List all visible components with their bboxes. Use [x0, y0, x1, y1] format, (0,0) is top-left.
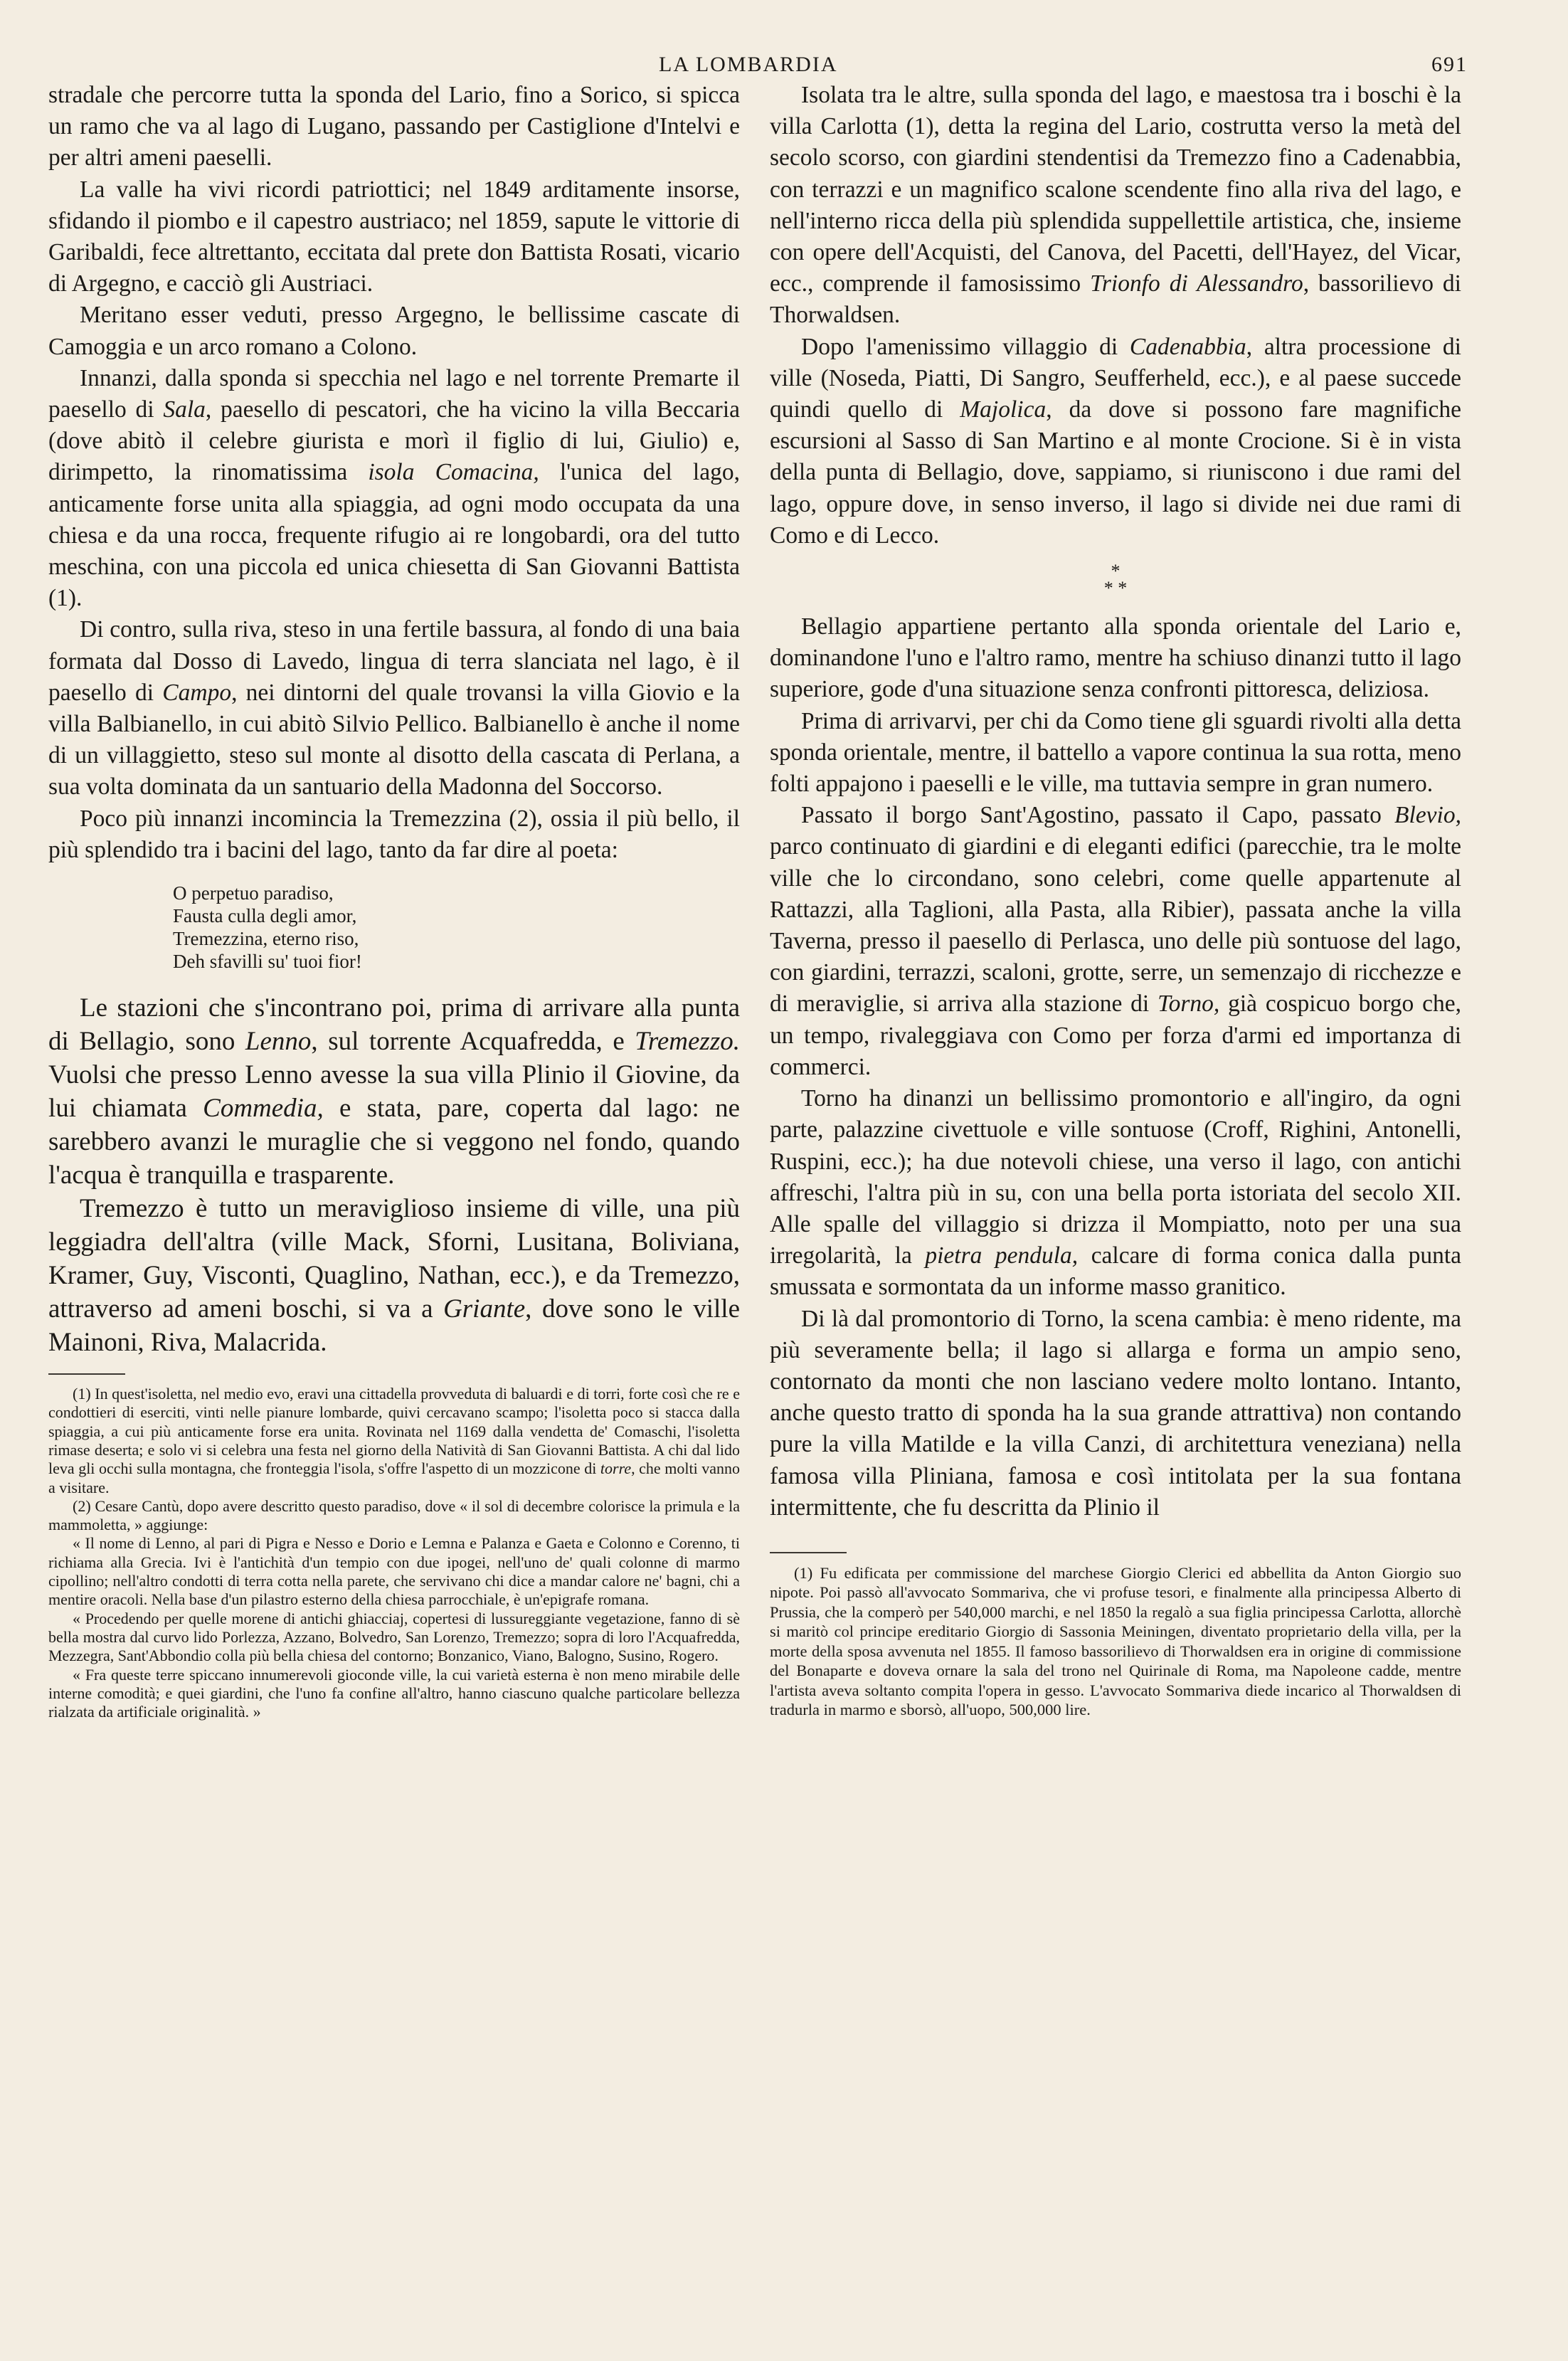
poem-line: O perpetuo paradiso, — [173, 882, 334, 904]
paragraph: Poco più innanzi incomincia la Tremezzina (2), ossia il più bello, il più splendido tra i bacini del lago, tanto da far dire al poeta: — [48, 805, 740, 863]
footnote-quote: « Fra queste terre spiccano innumerevoli gioconde ville, la cui varietà esterna è non meno mirabile delle interne comodità; e quei giardini, che l'uno fa confine all'altro, hanno ciascuno qualche particolare bellezza rialzata da artificiale originalità. » — [48, 1665, 740, 1721]
paragraph: Innanzi, dalla sponda si specchia nel lago e nel torrente Premarte il paesello di Sala, paesello di pescatori, che ha vicino la villa Beccaria (dove abitò il celebre giurista e morì il figlio di lui, Giulio) e, dirimpetto, la rinomatissima isola Comacina, l'unica del lago, anticamente forse unita alla spiaggia, ad ogni modo occupata da una chiesa e da una rocca, frequente rifugio ai re longobardi, ora del tutto meschina, con una piccola ed unica chiesetta di San Giovanni Battista (1). — [48, 364, 740, 612]
paragraph: Dopo l'amenissimo villaggio di Cadenabbia, altra processione di ville (Noseda, Piatti, Di Sangro, Seufferheld, ecc.), e al paese succede quindi quello di Majolica, da dove si possono fare magnifiche escursioni al Sasso di San Martino e al monte Crocione. Si è in vista della punta di Bellagio, dove, sappiamo, si riuniscono i due rami del lago, oppure dove, in senso inverso, il lago si divide nei due rami di Como e di Lecco. — [770, 333, 1461, 549]
section-asterism: * * * — [1103, 561, 1128, 599]
place-name: Tremezzo. — [635, 1027, 740, 1057]
footnote-rule — [48, 1373, 125, 1375]
footnote-quote: « Procedendo per quelle morene di antichi ghiacciaj, copertesi di lussureggiante vegetazione, fanno di sè bella mostra dal curvo lido Porlezza, Azzano, Bolvedro, San Lorenzo, Tremezzo; sopra di loro l'Acquafredda, Mezzegra, Sant'Abbondio colla più bella chiesa del contorno; Bonzanico, Viano, Balogno, Susino, Rogero. — [48, 1609, 740, 1665]
paragraph: Prima di arrivarvi, per chi da Como tiene gli sguardi rivolti alla detta sponda orientale, mentre, il battello a vapore continua la sua rotta, meno folti appajono i paeselli e le ville, ma tuttavia sempre in gran numero. — [770, 707, 1461, 798]
paragraph: Di là dal promontorio di Torno, la scena cambia: è meno ridente, ma più severamente bella; il lago si allarga e forma un ampio seno, contornato da monti che non lasciano vedere molto lontano. Intanto, anche questo tratto di sponda ha la sua grande attrattiva) non contando pure la villa Matilde e la villa Canzi, di architettura veneziana) nella famosa villa Pliniana, famosa e così intitolata per la sua fontana intermittente, che fu descritta da Plinio il — [770, 1305, 1461, 1521]
paragraph: Le stazioni che s'incontrano poi, prima di arrivare alla punta di Bellagio, sono Lenno, sul torrente Acquafredda, e Tremezzo. Vuolsi che presso Lenno avesse la sua villa Plinio il Giovine, da lui chiamata Commedia, e stata, pare, coperta dal lago: ne sarebbero avanzi le muraglie che si veggono nel fondo, quando l'acqua è tranquilla e trasparente. — [48, 993, 740, 1190]
paragraph: Bellagio appartiene pertanto alla sponda orientale del Lario e, dominandone l'uno e l'altro ramo, mentre ha schiuso dinanzi tutto il lago superiore, gode d'una situazione senza confronti pittoresca, deliziosa. — [770, 613, 1461, 703]
running-title: LA LOMBARDIA — [659, 53, 838, 76]
paragraph: Torno ha dinanzi un bellissimo promontorio e all'ingiro, da ogni parte, palazzine civettuole e ville sontuose (Croff, Righini, Antonelli, Ruspini, ecc.); ha due notevoli chiese, una verso il lago, con antichi affreschi, l'altra più in su, con una bella porta istoriata del secolo XII. Alle spalle del villaggio si drizza il Mompiatto, noto per una sua irregolarità, la pietra pendula, calcare di forma conica dalla punta smussata e sormontata da un informe masso granitico. — [770, 1085, 1461, 1301]
place-name: Majolica — [960, 396, 1047, 423]
left-column — [48, 80, 740, 1721]
paragraph: Di contro, sulla riva, steso in una fertile bassura, al fondo di una baia formata dal Dosso di Lavedo, lingua di terra slanciata nel lago, è il paesello di Campo, nei dintorni del quale trovansi la villa Giovio e la villa Balbianello, in cui abitò Silvio Pellico. Balbianello è anche il nome di un villaggietto, steso sul monte al disotto della cascata di Perlana, a sua volta dominata da un santuario della Madonna del Soccorso. — [48, 616, 740, 801]
poem-line: Fausta culla degli amor, — [173, 905, 357, 927]
place-name: Commedia, — [203, 1094, 324, 1124]
footnote: (1) In quest'isoletta, nel medio evo, eravi una cittadella provveduta di baluardi e di torri, forte così che re e condottieri di eserciti, vinti nelle pianure lombarde, quivi cercavano scampo; l'isoletta poco si stacca dalla spiaggia, a cui più anticamente forse era unita. Rovinata nel 1169 dalla vendetta de' Comaschi, l'isoletta rimase deserta; e solo vi si celebra una festa nel giorno della Natività di San Giovanni Battista. A chi dal lido leva gli occhi sulla montagna, che fronteggia l'isola, s'offre l'aspetto di un mozzicone di torre, che molti vanno a visitare. — [48, 1385, 740, 1496]
footnote: (1) Fu edificata per commissione del marchese Giorgio Clerici ed abbellita da Anton Giorgio suo nipote. Poi passò all'avvocato Sommariva, che vi profuse tesori, e finalmente alla principessa Alberto di Prussia, che la comperò per 540,000 marchi, e nel 1850 la regalò a sua figlia principessa Carlotta, allorchè si maritò col principe ereditario Giorgio di Sassonia Meiningen, diventato proprietario della villa, per la morte della sposa avvenuta nel 1855. Il famoso bassorilievo di Thorwaldsen era in origine di commissione del Bonaparte e doveva ornare la sala del trono nel Quirinale di Roma, ma Napoleone cadde, mentre l'artista aveva soltanto compita l'opera in gesso. L'avvocato Sommariva diede incarico al Thorwaldsen di tradurla in marmo e sborsò, all'uopo, 500,000 lire. — [770, 1563, 1461, 1719]
place-name: Cadenabbia — [1129, 333, 1246, 360]
place-name: pietra pendula, — [925, 1242, 1079, 1269]
place-name: Torno, — [1158, 991, 1220, 1018]
paragraph: La valle ha vivi ricordi patriottici; nel 1849 arditamente insorse, sfidando il piombo e il capestro austriaco; nel 1859, sapute le vittorie di Garibaldi, fece altrettanto, eccitata dal prete don Battista Rosati, vicario di Argegno, e cacciò gli Austriaci. — [48, 176, 740, 297]
paragraph: Tremezzo è tutto un meraviglioso insieme di ville, una più leggiadra dell'altra (ville Mack, Sforni, Lusitana, Boliviana, Kramer, Guy, Visconti, Quaglino, Nathan, ecc.), e da Tremezzo, attraverso ad ameni boschi, si va a Griante, dove sono le ville Mainoni, Riva, Malacrida. — [48, 1194, 740, 1358]
right-column — [770, 80, 1461, 1720]
poem-quote — [173, 882, 740, 973]
artwork-title: Trionfo di Alessandro — [1090, 270, 1303, 297]
place-name: Lenno — [245, 1027, 312, 1057]
paragraph: Meritano esser veduti, presso Argegno, le bellissime cascate di Camoggia e un arco romano a Colono. — [48, 302, 740, 360]
footnote: (2) Cesare Cantù, dopo avere descritto questo paradiso, dove « il sol di decembre colorisce la primula e la mammoletta, » aggiunge: — [48, 1496, 740, 1534]
poem-line: Deh sfavilli su' tuoi fior! — [173, 951, 362, 973]
place-name: isola Comacina, — [368, 459, 539, 486]
paragraph: stradale che percorre tutta la sponda del Lario, fino a Sorico, si spicca un ramo che va al lago di Lugano, passando per Castiglione d'Intelvi e per altri ameni paeselli. — [48, 82, 740, 171]
page-number: 691 — [1431, 53, 1468, 76]
place-name: Campo — [162, 679, 232, 706]
paragraph: Isolata tra le altre, sulla sponda del lago, e maestosa tra i boschi è la villa Carlotta (1), detta la regina del Lario, costrutta verso la metà del secolo scorso, con giardini stendentisi da Tremezzo fino a Cadenabbia, con terrazzi e un magnifico scalone scendente fino alla riva del lago, e nell'interno ricca della più splendida suppellettile artistica, che, insieme con opere dell'Acquisti, del Canova, del Pacetti, dell'Hayez, del Vicar, ecc., comprende il famosissimo Trionfo di Alessandro, bassorilievo di Thorwaldsen. — [770, 82, 1461, 329]
footnote-rule — [770, 1552, 847, 1553]
poem-line: Tremezzina, eterno riso, — [173, 928, 359, 950]
footnote-quote: « Il nome di Lenno, al pari di Pigra e Nesso e Dorio e Lemna e Palanza e Gaeta e Colonno e Corenno, ti richiama alla Grecia. Ivi è l'antichità d'un tempio con due ipogei, nell'uno de' quali colonne di marmo cipollino; nell'altro condotti di terra cotta nella parete, che servivano chi dice a mandar calore ne' bagni, chi a mentire oracoli. Nella base d'un pilastro esterno della chiesa parrocchiale, è un'epigrafe romana. — [48, 1534, 740, 1609]
place-name: Sala — [163, 396, 206, 423]
place-name: Griante — [443, 1294, 526, 1324]
paragraph: Passato il borgo Sant'Agostino, passato il Capo, passato Blevio, parco continuato di giardini e di eleganti edifici (parecchie, tra le molte ville che lo circondano, sono celebri, come quelle appartenute al Rattazzi, alla Taglioni, alla Pasta, alla Ribier), passata anche la villa Taverna, presso il paesello di Perlasca, uno delle più sontuose del lago, con giardini, terrazzi, scaloni, grotte, serre, un semenzajo di ricchezze e di meraviglie, si arriva alla stazione di Torno, già cospicuo borgo che, un tempo, rivaleggiava con Como per forza d'armi ed importanza di commerci. — [770, 802, 1461, 1080]
place-name: Blevio, — [1394, 802, 1461, 829]
